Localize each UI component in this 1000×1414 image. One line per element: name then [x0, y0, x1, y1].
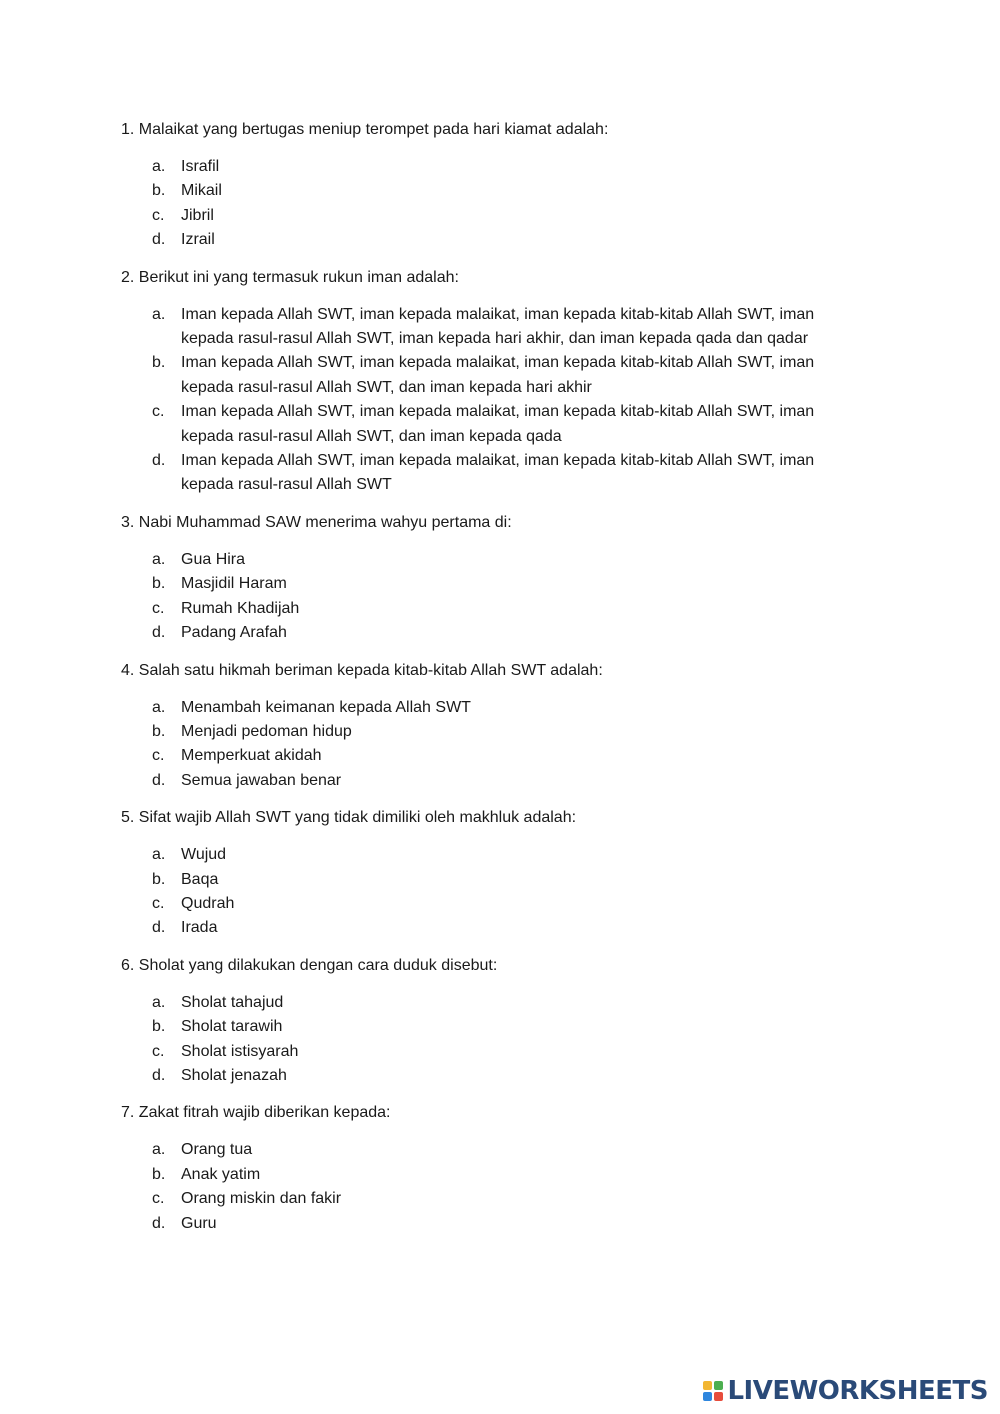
- option-b[interactable]: [121, 1163, 861, 1187]
- option-text: Memperkuat akidah: [181, 747, 322, 765]
- option-text: Menambah keimanan kepada Allah SWT: [181, 698, 471, 716]
- question-text: 4. Salah satu hikmah beriman kepada kitab-kitab Allah SWT adalah:: [121, 661, 603, 679]
- option-text: Rumah Khadijah: [181, 599, 300, 617]
- question-text: 2. Berikut ini yang termasuk rukun iman adalah:: [121, 268, 459, 286]
- option-c[interactable]: [121, 597, 861, 621]
- logo-square-blue: [703, 1392, 712, 1401]
- option-letter: a.: [152, 305, 166, 323]
- option-letter: c.: [152, 403, 165, 421]
- logo-square-green: [714, 1381, 723, 1390]
- option-c[interactable]: [121, 892, 861, 916]
- option-text: Guru: [181, 1214, 217, 1232]
- option-c[interactable]: [121, 204, 861, 228]
- option-letter: c.: [152, 747, 165, 765]
- option-list: [121, 303, 861, 498]
- question-text: 6. Sholat yang dilakukan dengan cara duduk disebut:: [121, 956, 498, 974]
- option-letter: d.: [152, 1214, 166, 1232]
- liveworksheets-logo-icon: [703, 1381, 723, 1401]
- option-text: Izrail: [181, 231, 215, 249]
- option-letter: b.: [152, 722, 166, 740]
- option-letter: d.: [152, 231, 166, 249]
- option-d[interactable]: [121, 228, 861, 252]
- option-c[interactable]: [121, 744, 861, 768]
- option-letter: d.: [152, 1066, 166, 1084]
- option-letter: a.: [152, 846, 166, 864]
- option-letter: b.: [152, 870, 166, 888]
- option-a[interactable]: [121, 991, 861, 1015]
- option-a[interactable]: [121, 843, 861, 867]
- question-1: [121, 118, 861, 253]
- question-2: [121, 266, 861, 498]
- option-letter: b.: [152, 1018, 166, 1036]
- logo-square-yellow: [703, 1381, 712, 1390]
- option-b[interactable]: [121, 1015, 861, 1039]
- option-d[interactable]: [121, 1212, 861, 1236]
- option-b[interactable]: [121, 572, 861, 596]
- option-text: Semua jawaban benar: [181, 771, 342, 789]
- option-d[interactable]: [121, 916, 861, 940]
- question-5: [121, 806, 861, 941]
- option-letter: c.: [152, 894, 165, 912]
- option-d[interactable]: [121, 449, 861, 498]
- option-letter: a.: [152, 1141, 166, 1159]
- option-text: Wujud: [181, 846, 227, 864]
- option-text: Iman kepada Allah SWT, iman kepada malaikat, iman kepada kitab-kitab Allah SWT, iman kepada rasul-rasul Allah SWT, dan iman kepada qada: [181, 403, 815, 445]
- option-letter: b.: [152, 354, 166, 372]
- option-a[interactable]: [121, 696, 861, 720]
- option-text: Sholat tarawih: [181, 1018, 283, 1036]
- option-letter: a.: [152, 698, 166, 716]
- option-list: [121, 548, 861, 646]
- option-list: [121, 1138, 861, 1236]
- option-text: Orang miskin dan fakir: [181, 1190, 342, 1208]
- option-letter: c.: [152, 206, 165, 224]
- option-list: [121, 991, 861, 1089]
- option-a[interactable]: [121, 1138, 861, 1162]
- option-letter: b.: [152, 575, 166, 593]
- option-list: [121, 843, 861, 941]
- option-b[interactable]: [121, 868, 861, 892]
- question-3: [121, 511, 861, 646]
- option-a[interactable]: [121, 303, 861, 352]
- option-text: Jibril: [181, 206, 214, 224]
- option-text: Qudrah: [181, 894, 235, 912]
- option-text: Sholat istisyarah: [181, 1042, 299, 1060]
- option-text: Gua Hira: [181, 550, 246, 568]
- option-text: Baqa: [181, 870, 219, 888]
- option-text: Masjidil Haram: [181, 575, 287, 593]
- option-text: Sholat jenazah: [181, 1066, 287, 1084]
- option-letter: c.: [152, 1190, 165, 1208]
- option-text: Menjadi pedoman hidup: [181, 722, 352, 740]
- option-text: Iman kepada Allah SWT, iman kepada malaikat, iman kepada kitab-kitab Allah SWT, iman kepada rasul-rasul Allah SWT, dan iman kepada hari akhir: [181, 354, 815, 396]
- option-c[interactable]: [121, 400, 861, 449]
- option-text: Irada: [181, 919, 218, 937]
- option-text: Orang tua: [181, 1141, 253, 1159]
- option-d[interactable]: [121, 769, 861, 793]
- option-a[interactable]: [121, 155, 861, 179]
- option-text: Mikail: [181, 182, 222, 200]
- option-list: [121, 696, 861, 794]
- question-text: 1. Malaikat yang bertugas meniup terompet pada hari kiamat adalah:: [121, 121, 609, 138]
- question-text: 7. Zakat fitrah wajib diberikan kepada:: [121, 1104, 391, 1122]
- worksheet: [121, 118, 861, 1249]
- question-6: [121, 954, 861, 1089]
- option-letter: c.: [152, 1042, 165, 1060]
- option-letter: d.: [152, 624, 166, 642]
- option-b[interactable]: [121, 720, 861, 744]
- question-text: 5. Sifat wajib Allah SWT yang tidak dimiliki oleh makhluk adalah:: [121, 809, 577, 827]
- option-letter: b.: [152, 182, 166, 200]
- brand-name: LIVEWORKSHEETS: [727, 1376, 988, 1406]
- option-a[interactable]: [121, 548, 861, 572]
- option-b[interactable]: [121, 179, 861, 203]
- option-letter: a.: [152, 993, 166, 1011]
- option-text: Padang Arafah: [181, 624, 287, 642]
- option-letter: d.: [152, 919, 166, 937]
- question-7: [121, 1101, 861, 1236]
- liveworksheets-brand[interactable]: [703, 1376, 988, 1406]
- option-text: Sholat tahajud: [181, 993, 284, 1011]
- option-d[interactable]: [121, 1064, 861, 1088]
- option-d[interactable]: [121, 621, 861, 645]
- option-text: Anak yatim: [181, 1165, 261, 1183]
- option-letter: d.: [152, 771, 166, 789]
- option-b[interactable]: [121, 351, 861, 400]
- option-letter: d.: [152, 452, 166, 470]
- question-text: 3. Nabi Muhammad SAW menerima wahyu pertama di:: [121, 513, 512, 531]
- option-list: [121, 155, 861, 253]
- logo-square-red: [714, 1392, 723, 1401]
- option-letter: c.: [152, 599, 165, 617]
- question-4: [121, 659, 861, 794]
- option-c[interactable]: [121, 1187, 861, 1211]
- option-text: Iman kepada Allah SWT, iman kepada malaikat, iman kepada kitab-kitab Allah SWT, iman kepada rasul-rasul Allah SWT: [181, 452, 815, 494]
- option-letter: a.: [152, 550, 166, 568]
- option-letter: a.: [152, 158, 166, 175]
- option-c[interactable]: [121, 1040, 861, 1064]
- option-text: Israfil: [181, 158, 220, 175]
- option-text: Iman kepada Allah SWT, iman kepada malaikat, iman kepada kitab-kitab Allah SWT, iman kepada rasul-rasul Allah SWT, iman kepada hari akhir, dan iman kepada qada dan qadar: [181, 305, 815, 348]
- option-letter: b.: [152, 1165, 166, 1183]
